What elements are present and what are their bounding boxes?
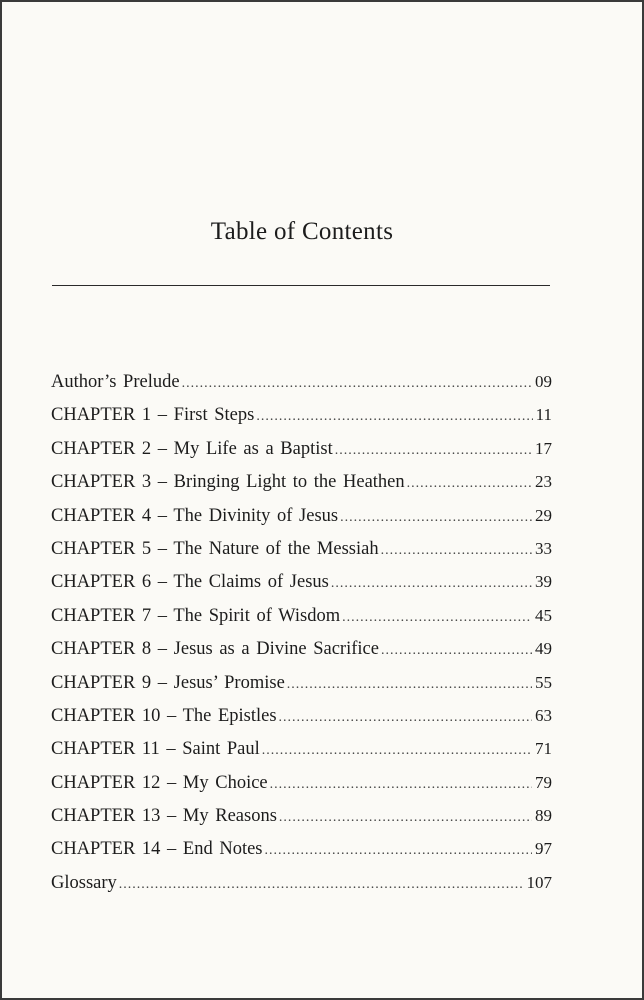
- toc-entry-label: CHAPTER 3 – Bringing Light to the Heathen: [51, 472, 405, 493]
- toc-entry-label: CHAPTER 13 – My Reasons: [51, 806, 277, 827]
- toc-entry-label: CHAPTER 10 – The Epistles: [51, 705, 277, 726]
- page-title: Table of Contents: [210, 218, 394, 245]
- toc-entry-label: CHAPTER 12 – My Choice: [51, 772, 268, 793]
- toc-entry-page-number: 89: [535, 806, 552, 826]
- toc-entry-page-number: 29: [535, 505, 552, 525]
- toc-entry-page-number: 97: [535, 839, 552, 859]
- toc-entry-page-number: 107: [526, 872, 552, 892]
- toc-entry: [51, 439, 552, 472]
- toc-entry: [51, 773, 552, 806]
- toc-entry: [51, 405, 552, 438]
- title-divider: [52, 285, 550, 286]
- toc-entry-label: CHAPTER 11 – Saint Paul: [51, 739, 260, 760]
- toc-entry: [51, 839, 552, 872]
- toc-entry-page-number: 63: [535, 705, 552, 725]
- toc-entry-label: Author’s Prelude: [51, 372, 180, 392]
- toc-entry-label: CHAPTER 5 – The Nature of the Messiah: [51, 538, 379, 559]
- toc-entry-label: CHAPTER 2 – My Life as a Baptist: [51, 438, 333, 459]
- table-of-contents-list: [51, 372, 552, 906]
- toc-entry: [51, 372, 552, 405]
- toc-entry-label: Glossary: [51, 872, 117, 893]
- toc-entry-page-number: 23: [535, 472, 552, 492]
- dot-leader: [262, 743, 532, 759]
- toc-entry-page-number: 11: [535, 405, 552, 425]
- dot-leader: [340, 510, 532, 526]
- toc-entry-page-number: 45: [535, 605, 552, 625]
- toc-entry-page-number: 33: [535, 538, 552, 558]
- toc-entry-label: CHAPTER 9 – Jesus’ Promise: [51, 672, 285, 693]
- toc-entry: [51, 639, 552, 672]
- dot-leader: [381, 543, 532, 559]
- toc-entry: [51, 506, 552, 539]
- toc-entry: [51, 673, 552, 706]
- dot-leader: [119, 877, 524, 893]
- dot-leader: [342, 610, 532, 626]
- dot-leader: [270, 777, 532, 793]
- toc-entry-label: CHAPTER 14 – End Notes: [51, 839, 263, 860]
- toc-entry: [51, 606, 552, 639]
- dot-leader: [407, 476, 532, 492]
- dot-leader: [182, 376, 532, 392]
- dot-leader: [331, 576, 532, 592]
- dot-leader: [287, 677, 532, 693]
- dot-leader: [256, 409, 532, 425]
- toc-entry-page-number: 39: [535, 572, 552, 592]
- dot-leader: [265, 843, 533, 859]
- toc-entry: [51, 539, 552, 572]
- toc-entry: [51, 472, 552, 505]
- toc-entry-label: CHAPTER 4 – The Divinity of Jesus: [51, 505, 339, 526]
- toc-entry-label: CHAPTER 8 – Jesus as a Divine Sacrifice: [51, 639, 379, 660]
- dot-leader: [335, 443, 532, 459]
- toc-entry-label: CHAPTER 7 – The Spirit of Wisdom: [51, 605, 341, 626]
- toc-entry: [51, 572, 552, 605]
- toc-entry: [51, 706, 552, 739]
- dot-leader: [279, 810, 532, 826]
- toc-entry: [51, 806, 552, 839]
- toc-entry: [51, 739, 552, 772]
- dot-leader: [381, 643, 532, 659]
- dot-leader: [279, 710, 532, 726]
- toc-entry-label: CHAPTER 1 – First Steps: [51, 405, 255, 426]
- toc-entry-label: CHAPTER 6 – The Claims of Jesus: [51, 572, 329, 593]
- toc-entry-page-number: 71: [535, 739, 552, 759]
- toc-entry-page-number: 79: [535, 772, 552, 792]
- toc-entry-page-number: 17: [535, 438, 552, 458]
- toc-entry: [51, 873, 552, 906]
- toc-entry-page-number: 49: [535, 639, 552, 659]
- toc-entry-page-number: 55: [535, 672, 552, 692]
- toc-entry-page-number: 09: [535, 372, 552, 391]
